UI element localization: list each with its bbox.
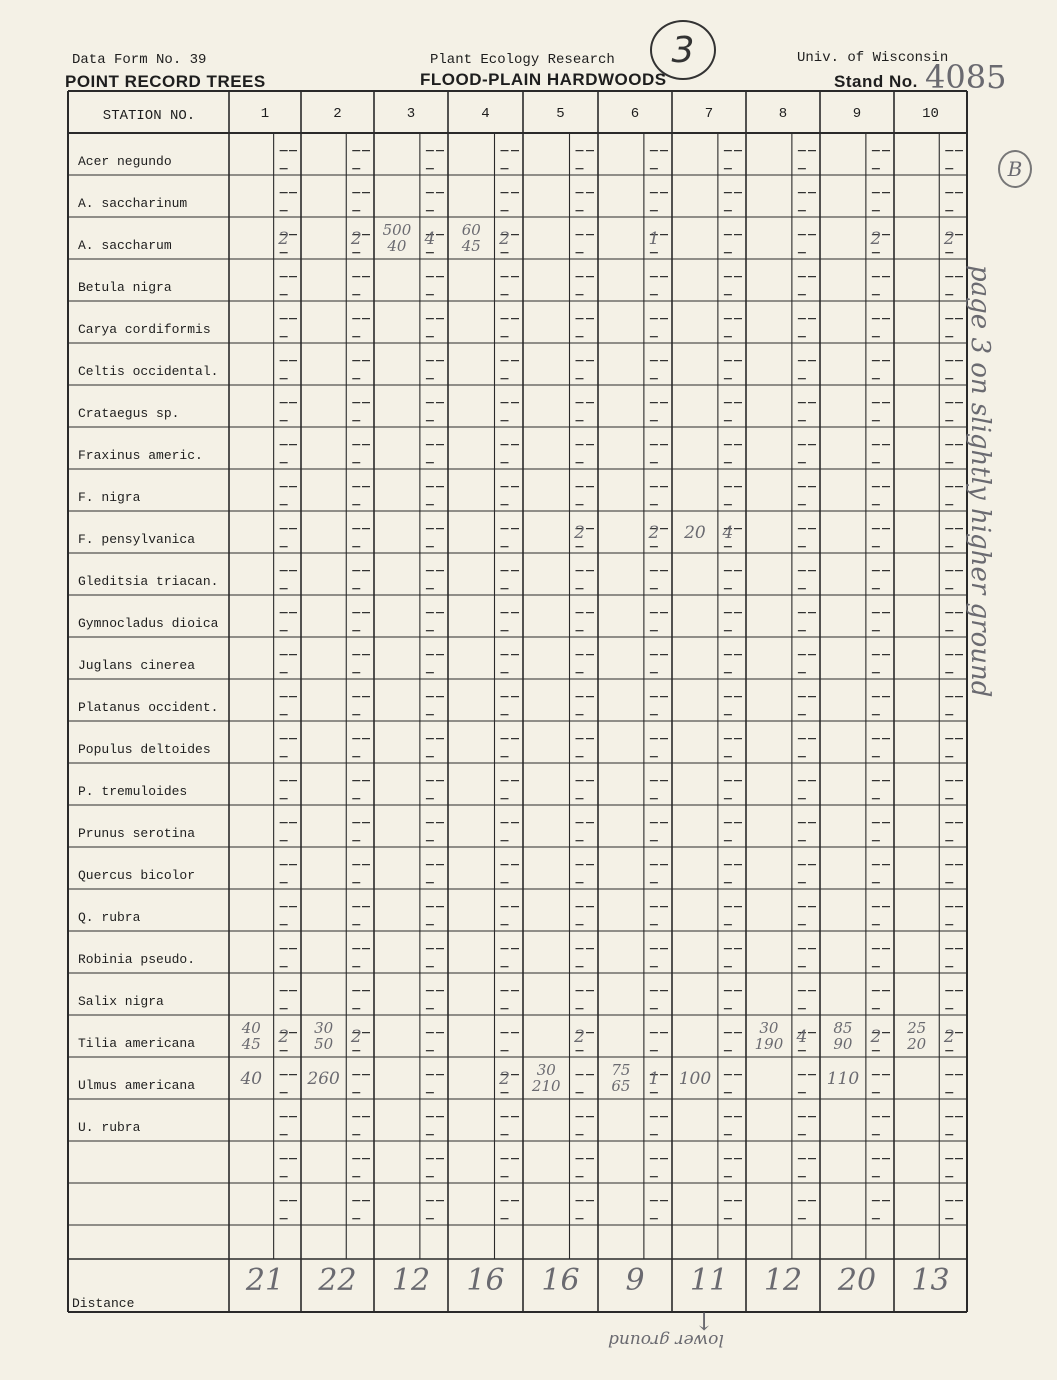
tree-count-entry: 2: [943, 229, 955, 249]
distance-value: 11: [689, 1263, 729, 1298]
distance-value: 12: [763, 1263, 803, 1298]
distance-label: Distance: [72, 1296, 135, 1311]
species-label: Quercus bicolor: [78, 868, 196, 883]
station-number: 8: [778, 106, 788, 122]
species-label: Betula nigra: [78, 280, 172, 295]
tree-value-entry: 30 210: [531, 1061, 561, 1095]
tree-count-entry: 2: [499, 229, 510, 249]
species-label: Juglans cinerea: [78, 658, 196, 673]
species-label: A. saccharinum: [78, 196, 188, 211]
tree-count-entry: 2: [278, 229, 290, 249]
species-label: Platanus occident.: [78, 700, 219, 715]
tree-value-entry: 75 65: [611, 1061, 631, 1095]
side-circled-letter: B: [998, 150, 1032, 188]
station-number: 3: [406, 106, 416, 122]
station-number: 2: [333, 106, 342, 122]
species-label: Populus deltoides: [78, 742, 211, 757]
species-label: P. tremuloides: [78, 784, 188, 799]
down-arrow-icon: ↓: [694, 1308, 715, 1336]
tree-value-entry: 260: [307, 1069, 340, 1089]
tree-count-entry: 2: [350, 1027, 362, 1047]
distance-value: 16: [541, 1263, 580, 1298]
species-label: Acer negundo: [78, 154, 172, 169]
station-number: 9: [852, 106, 862, 122]
distance-value: 16: [466, 1263, 505, 1298]
species-label: F. nigra: [78, 490, 141, 505]
species-label: Prunus serotina: [78, 826, 196, 841]
tree-value-entry: 500 40: [382, 221, 412, 255]
form-subtitle: FLOOD-PLAIN HARDWOODS: [420, 70, 667, 89]
species-label: Tilia americana: [78, 1036, 196, 1051]
species-label: F. pensylvanica: [78, 532, 196, 547]
species-label: Salix nigra: [78, 994, 164, 1009]
tree-count-entry: 2: [870, 1027, 882, 1047]
station-header: STATION NO.: [102, 108, 196, 124]
species-label: Gymnocladus dioica: [78, 616, 219, 631]
tree-count-entry: 4: [796, 1027, 808, 1047]
tree-count-entry: 2: [574, 1027, 585, 1047]
distance-value: 13: [911, 1263, 950, 1298]
tree-value-entry: 25 20: [907, 1019, 927, 1053]
station-number: 4: [481, 106, 490, 122]
station-number: 5: [556, 106, 565, 122]
distance-value: 21: [245, 1263, 285, 1298]
university: Univ. of Wisconsin: [797, 50, 949, 66]
tree-count-entry: 2: [350, 229, 362, 249]
research-title: Plant Ecology Research: [430, 52, 615, 68]
tree-value-entry: 40 45: [241, 1019, 261, 1053]
tree-value-entry: 100: [678, 1069, 712, 1089]
form-number: Data Form No. 39: [72, 52, 207, 68]
species-label: Carya cordiformis: [78, 322, 211, 337]
species-label: U. rubra: [78, 1120, 141, 1135]
tree-value-entry: 60 45: [461, 221, 481, 255]
side-note: page 3 on slightly higher ground: [965, 265, 995, 698]
tree-value-entry: 30 50: [314, 1019, 334, 1053]
tree-value-entry: 85 90: [833, 1019, 853, 1053]
tree-count-entry: 2: [943, 1027, 955, 1047]
species-label: Crataegus sp.: [78, 406, 180, 421]
stand-number: 4085: [925, 58, 1007, 96]
species-label: Celtis occidental.: [78, 364, 219, 379]
form-title: POINT RECORD TREES: [65, 72, 266, 91]
tree-count-entry: 1: [648, 1069, 660, 1089]
page-number-circled: 3: [650, 20, 716, 80]
stand-label: Stand No.: [834, 72, 918, 91]
species-label: A. saccharum: [78, 238, 172, 253]
tree-count-entry: 2: [648, 523, 660, 543]
tree-count-entry: 2: [499, 1069, 510, 1089]
species-label: Robinia pseudo.: [78, 952, 196, 967]
tree-count-entry: 2: [574, 523, 585, 543]
station-number: 1: [260, 106, 270, 122]
tree-value-entry: 40: [240, 1069, 263, 1089]
bottom-note: lower ground: [608, 1330, 724, 1350]
station-number: 10: [922, 106, 939, 122]
species-label: Ulmus americana: [78, 1078, 196, 1093]
tree-count-entry: 1: [648, 229, 660, 249]
tree-count-entry: 2: [870, 229, 882, 249]
tree-value-entry: 110: [826, 1069, 860, 1089]
species-label: Fraxinus americ.: [78, 448, 203, 463]
station-number: 7: [704, 106, 714, 122]
station-number: 6: [630, 106, 640, 122]
tree-value-entry: 20: [684, 523, 706, 543]
distance-value: 12: [391, 1263, 431, 1298]
species-label: Q. rubra: [78, 910, 141, 925]
distance-value: 20: [837, 1263, 877, 1298]
tree-count-entry: 4: [424, 229, 436, 249]
tree-count-entry: 4: [722, 523, 734, 543]
species-label: Gleditsia triacan.: [78, 574, 219, 589]
tree-value-entry: 30 190: [754, 1019, 784, 1053]
tree-count-entry: 2: [278, 1027, 290, 1047]
distance-value: 22: [318, 1263, 357, 1298]
distance-value: 9: [625, 1263, 645, 1298]
